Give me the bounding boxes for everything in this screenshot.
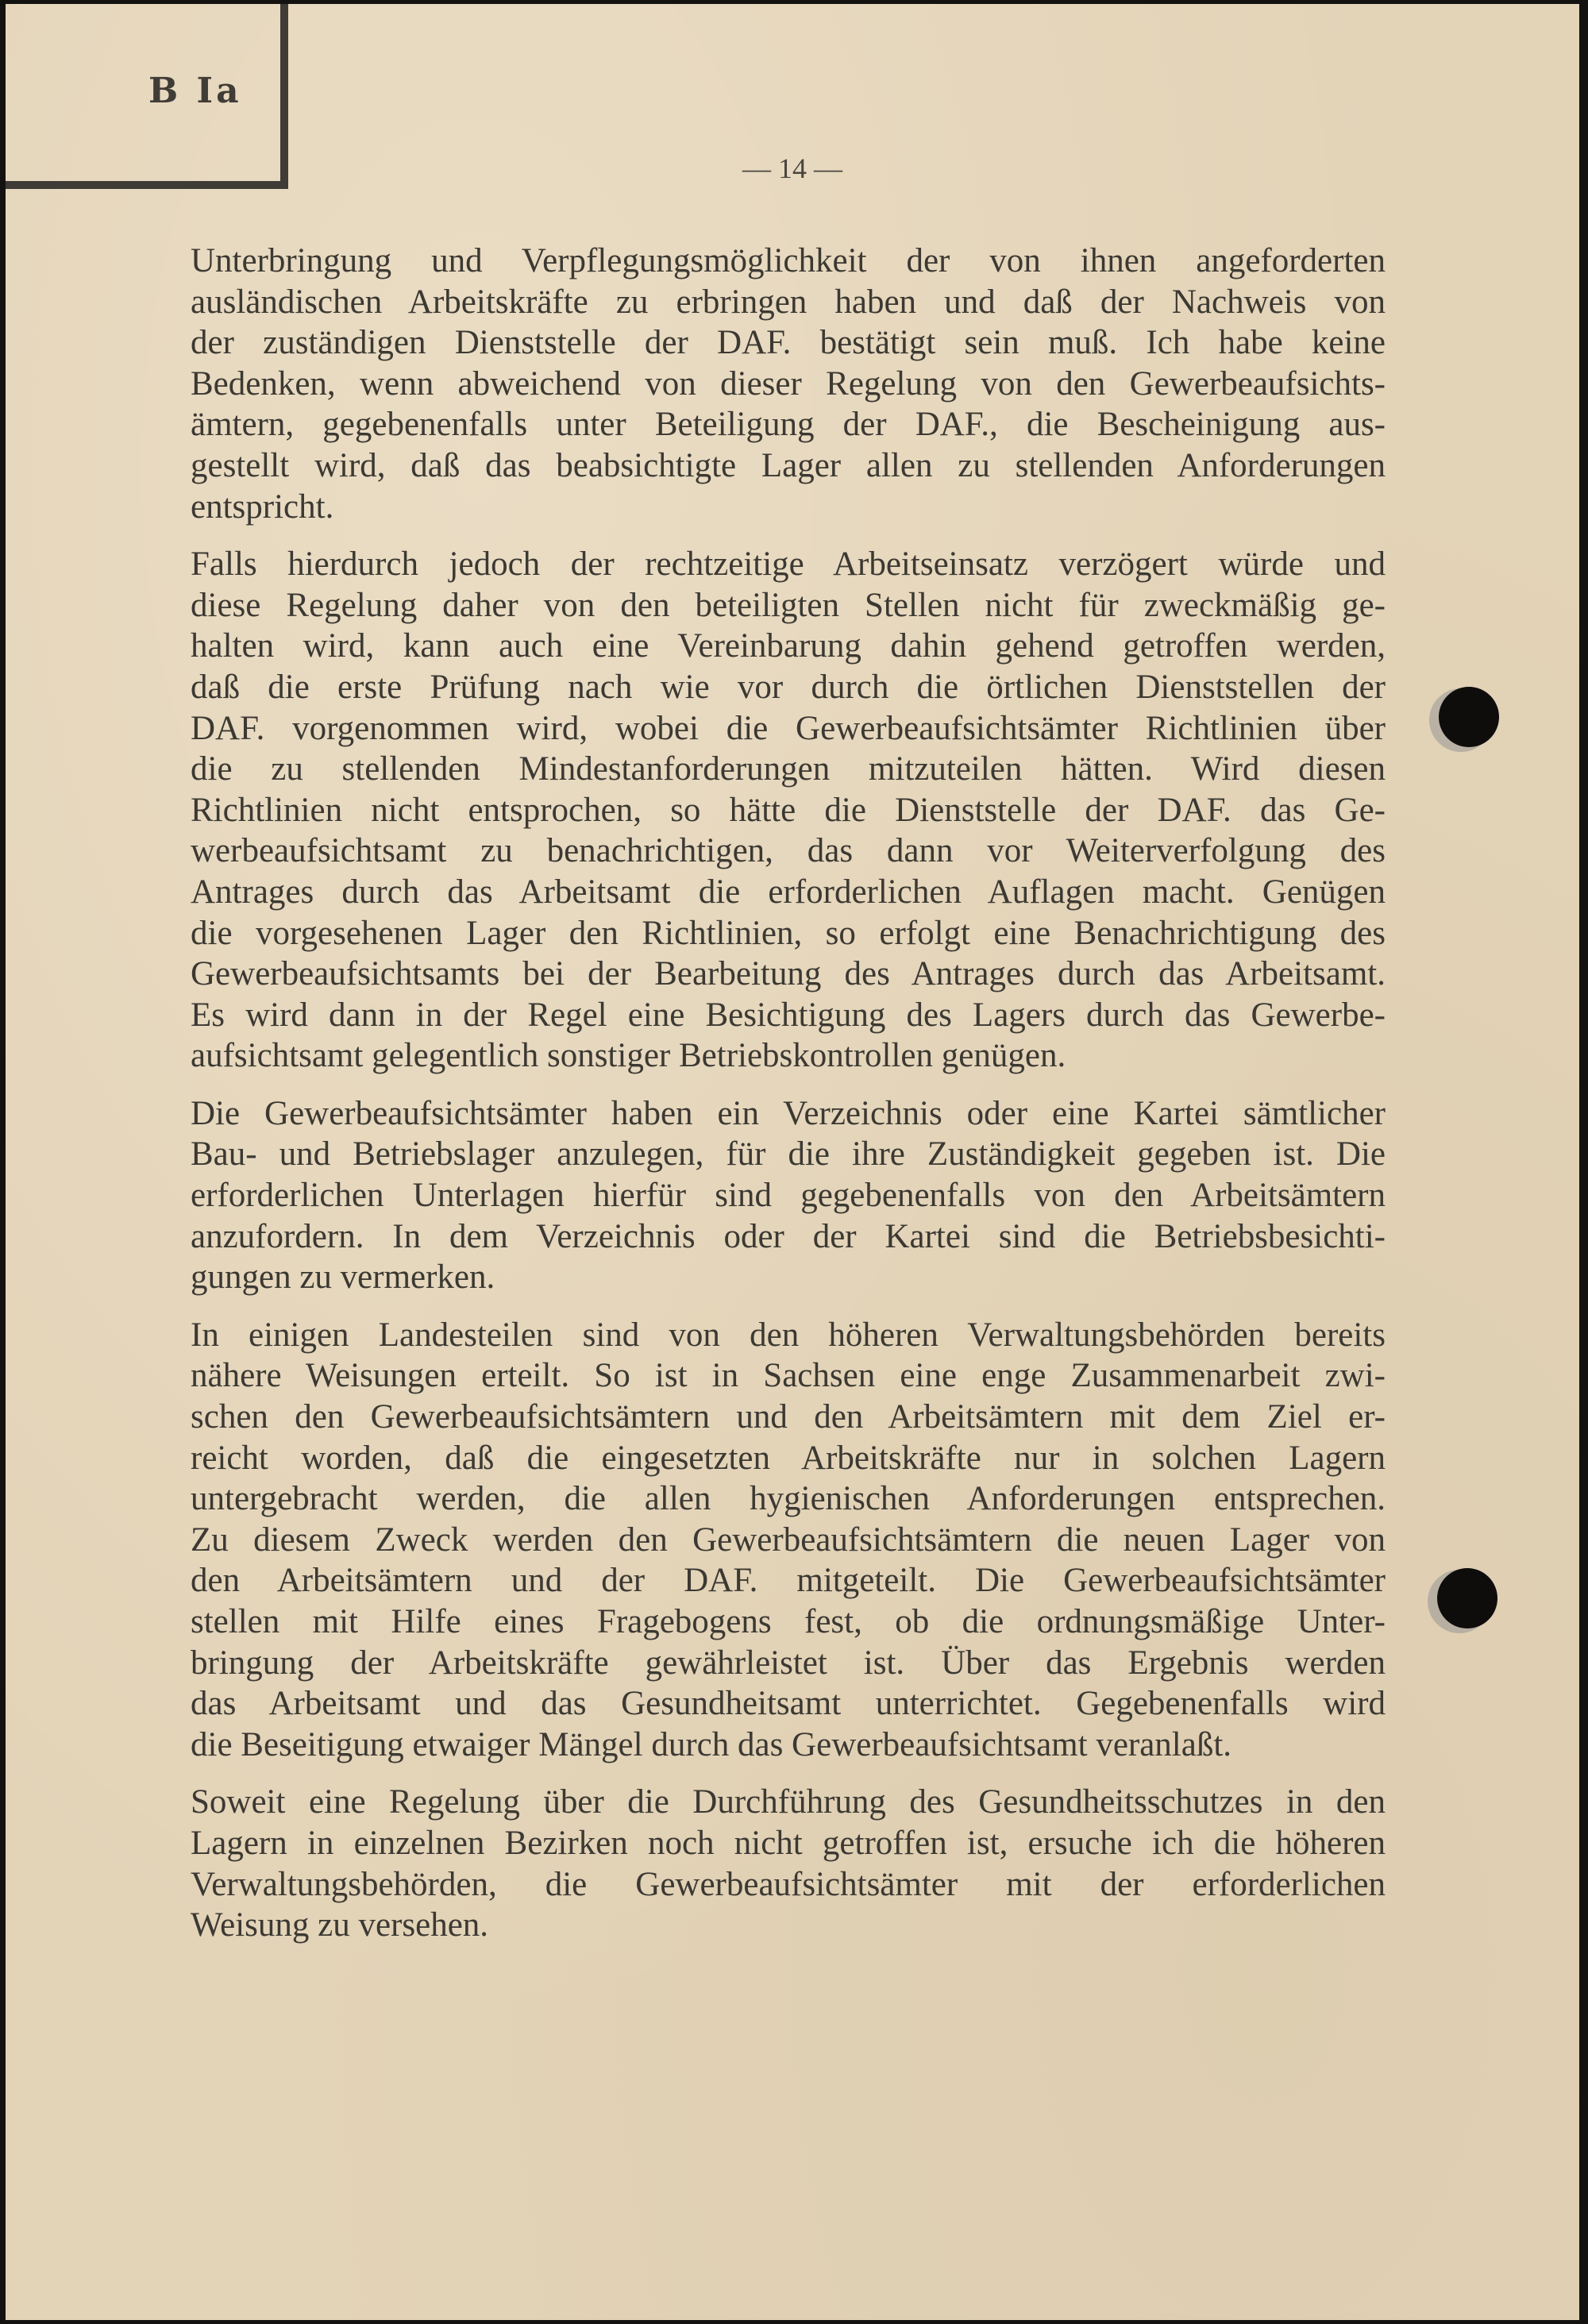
line-text: ausländischen Arbeitskräfte zu erbringen haben und daß der Nachweis von xyxy=(191,283,1386,321)
line-text: reicht worden, daß die eingesetzten Arbeitskräfte nur in solchen Lagern xyxy=(191,1439,1386,1477)
text-line xyxy=(191,1643,1386,1684)
text-line xyxy=(191,241,1386,282)
text-line xyxy=(191,913,1386,954)
line-text: nähere Weisungen erteilt. So ist in Sachsen eine enge Zusammenarbeit zwi- xyxy=(191,1357,1386,1395)
text-line xyxy=(191,1216,1386,1258)
text-line xyxy=(191,1257,1386,1298)
line-text: Bau- und Betriebslager anzulegen, für die ihre Zuständigkeit gegeben ist. Die xyxy=(191,1135,1386,1174)
line-text: Soweit eine Regelung über die Durchführung des Gesundheitsschutzes in den xyxy=(191,1783,1386,1821)
text-line xyxy=(191,1175,1386,1216)
text-line xyxy=(191,995,1386,1036)
body-text xyxy=(191,241,1386,1963)
text-line xyxy=(191,1683,1386,1725)
line-text: entspricht. xyxy=(191,488,334,526)
line-text: schen den Gewerbeaufsichtsämtern und den Arbeitsämtern mit dem Ziel er- xyxy=(191,1398,1386,1436)
text-line xyxy=(191,954,1386,995)
line-text: Falls hierdurch jedoch der rechtzeitige Arbeitseinsatz verzögert würde und xyxy=(191,545,1386,584)
text-line xyxy=(191,1397,1386,1438)
text-line xyxy=(191,1315,1386,1356)
line-text: den Arbeitsämtern und der DAF. mitgeteilt. Die Gewerbeaufsichtsämter xyxy=(191,1562,1386,1600)
paragraph xyxy=(191,241,1386,527)
text-line xyxy=(191,1601,1386,1643)
line-text: ämtern, gegebenenfalls unter Beteiligung der DAF., die Bescheinigung aus- xyxy=(191,406,1386,444)
line-text: Die Gewerbeaufsichtsämter haben ein Verzeichnis oder eine Kartei sämtlicher xyxy=(191,1094,1386,1132)
text-line xyxy=(191,445,1386,487)
text-line xyxy=(191,1725,1386,1766)
line-text: Zu diesem Zweck werden den Gewerbeaufsichtsämtern die neuen Lager von xyxy=(191,1520,1386,1559)
line-text: die vorgesehenen Lager den Richtlinien, so erfolgt eine Benachrichtigung des xyxy=(191,914,1386,952)
text-line xyxy=(191,322,1386,364)
line-text: gungen zu vermerken. xyxy=(191,1258,495,1297)
punch-hole-upper xyxy=(1439,687,1499,747)
text-line xyxy=(191,1438,1386,1479)
text-line xyxy=(191,282,1386,323)
text-line xyxy=(191,1560,1386,1601)
line-text: das Arbeitsamt und das Gesundheitsamt unterrichtet. Gegebenenfalls wird xyxy=(191,1685,1386,1723)
line-text: Weisung zu versehen. xyxy=(191,1906,489,1944)
line-text: diese Regelung daher von den beteiligten Stellen nicht für zweckmäßig ge- xyxy=(191,586,1386,624)
paragraph xyxy=(191,544,1386,1077)
document-page xyxy=(6,4,1579,2320)
punch-hole-lower xyxy=(1437,1568,1497,1628)
line-text: Richtlinien nicht entsprochen, so hätte die Dienststelle der DAF. das Ge- xyxy=(191,791,1386,829)
paragraph xyxy=(191,1782,1386,1945)
line-text: Antrages durch das Arbeitsamt die erforderlichen Auflagen macht. Genügen xyxy=(191,873,1386,911)
line-text: erforderlichen Unterlagen hierfür sind gegebenenfalls von den Arbeitsämtern xyxy=(191,1177,1386,1215)
text-line xyxy=(191,872,1386,913)
line-text: Gewerbeaufsichtsamts bei der Bearbeitung des Antrages durch das Arbeitsamt. xyxy=(191,955,1386,993)
line-text: In einigen Landesteilen sind von den höheren Verwaltungsbehörden bereits xyxy=(191,1316,1386,1354)
line-text: halten wird, kann auch eine Vereinbarung dahin gehend getroffen werden, xyxy=(191,627,1386,665)
text-line xyxy=(191,1905,1386,1946)
text-line xyxy=(191,487,1386,528)
text-line xyxy=(191,1782,1386,1823)
line-text: werbeaufsichtsamt zu benachrichtigen, das dann vor Weiterverfolgung des xyxy=(191,832,1386,870)
line-text: aufsichtsamt gelegentlich sonstiger Betriebskontrollen genügen. xyxy=(191,1037,1066,1075)
line-text: stellen mit Hilfe eines Fragebogens fest, ob die ordnungsmäßige Unter- xyxy=(191,1603,1386,1640)
line-text: die zu stellenden Mindestanforderungen mitzuteilen hätten. Wird diesen xyxy=(191,750,1386,788)
text-line xyxy=(191,1864,1386,1906)
line-text: anzufordern. In dem Verzeichnis oder der Kartei sind die Betriebsbesichti- xyxy=(191,1217,1386,1255)
text-line xyxy=(191,404,1386,445)
text-line xyxy=(191,1035,1386,1077)
line-text: untergebracht werden, die allen hygienischen Anforderungen entsprechen. xyxy=(191,1480,1386,1518)
text-line xyxy=(191,585,1386,626)
text-line xyxy=(191,1134,1386,1175)
line-text: der zuständigen Dienststelle der DAF. bestätigt sein muß. Ich habe keine xyxy=(191,324,1386,362)
text-line xyxy=(191,831,1386,872)
paragraph xyxy=(191,1093,1386,1298)
line-text: Unterbringung und Verpflegungsmöglichkeit der von ihnen angeforderten xyxy=(191,242,1386,279)
text-line xyxy=(191,1520,1386,1561)
text-line xyxy=(191,1823,1386,1864)
text-line xyxy=(191,626,1386,667)
paragraph xyxy=(191,1315,1386,1766)
line-text: gestellt wird, daß das beabsichtigte Lager allen zu stellenden Anforderungen xyxy=(191,446,1386,484)
page-number: — 14 — xyxy=(742,152,842,184)
text-line xyxy=(191,1478,1386,1520)
text-line xyxy=(191,364,1386,405)
text-line xyxy=(191,1093,1386,1135)
text-line xyxy=(191,667,1386,708)
line-text: DAF. vorgenommen wird, wobei die Gewerbeaufsichtsämter Richtlinien über xyxy=(191,709,1386,747)
text-line xyxy=(191,749,1386,790)
text-line xyxy=(191,1355,1386,1397)
text-line xyxy=(191,708,1386,750)
line-text: daß die erste Prüfung nach wie vor durch die örtlichen Dienststellen der xyxy=(191,668,1386,706)
line-text: Verwaltungsbehörden, die Gewerbeaufsichtsämter mit der erforderlichen xyxy=(191,1865,1386,1903)
line-text: Lagern in einzelnen Bezirken noch nicht getroffen ist, ersuche ich die höheren xyxy=(191,1824,1386,1862)
line-text: Es wird dann in der Regel eine Besichtigung des Lagers durch das Gewerbe- xyxy=(191,996,1386,1034)
line-text: Bedenken, wenn abweichend von dieser Regelung von den Gewerbeaufsichts- xyxy=(191,364,1386,403)
line-text: bringung der Arbeitskräfte gewährleistet ist. Über das Ergebnis werden xyxy=(191,1644,1386,1682)
section-label: B Ia xyxy=(148,71,242,111)
text-line xyxy=(191,544,1386,585)
line-text: die Beseitigung etwaiger Mängel durch das Gewerbeaufsichtsamt veranlaßt. xyxy=(191,1725,1232,1763)
text-line xyxy=(191,790,1386,831)
